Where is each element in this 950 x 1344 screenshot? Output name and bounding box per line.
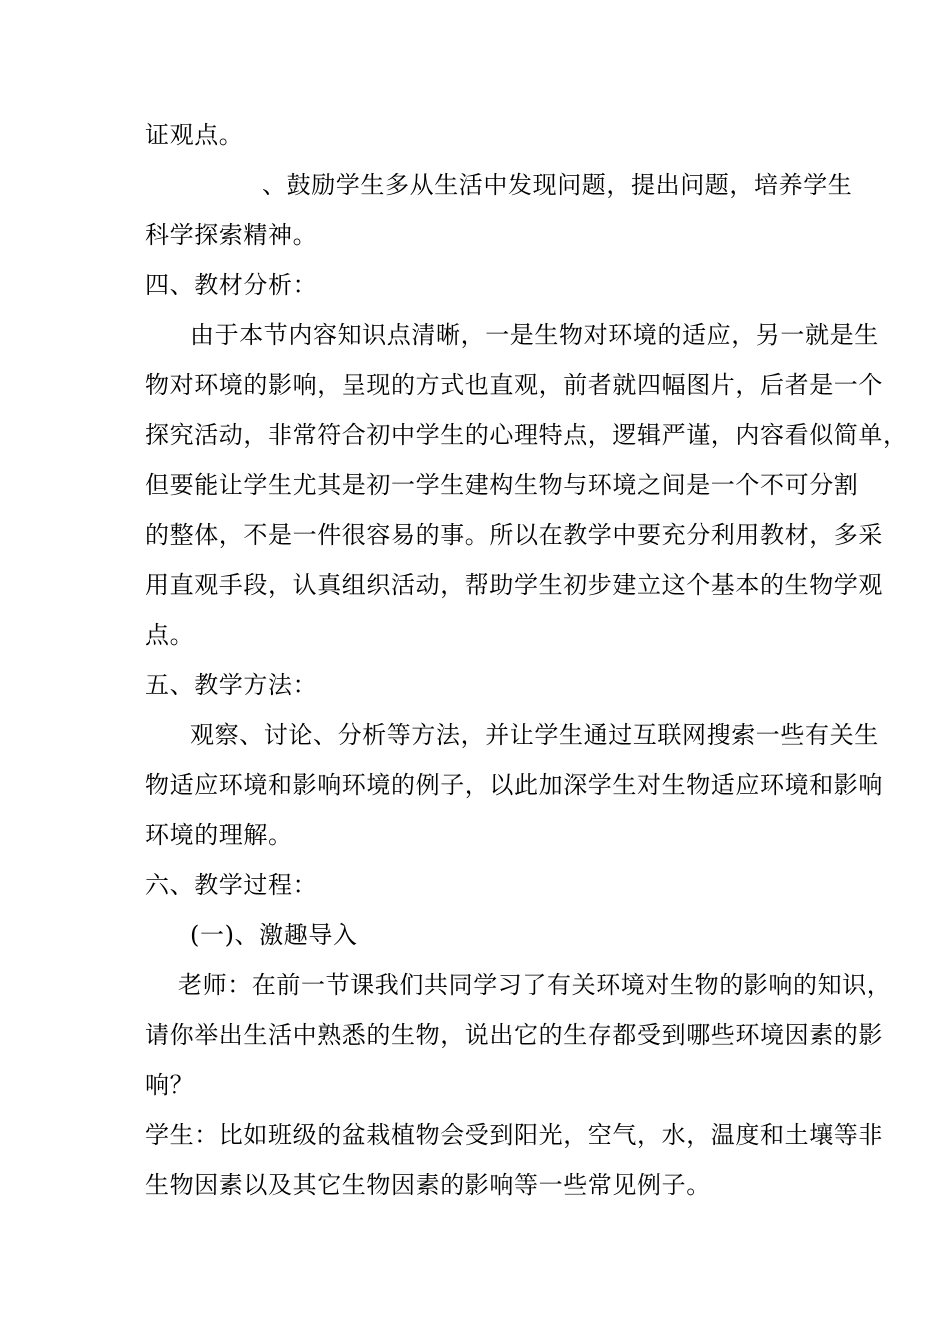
text-line: 物对环境的影响，呈现的方式也直观，前者就四幅图片，后者是一个 <box>145 371 883 399</box>
text-line: 用直观手段，认真组织活动，帮助学生初步建立这个基本的生物学观 <box>145 571 883 599</box>
text-line: 环境的理解。 <box>145 821 293 849</box>
text-line: 但要能让学生尤其是初一学生建构生物与环境之间是一个不可分割 <box>145 471 859 499</box>
section-heading: 四、教材分析： <box>145 271 318 299</box>
text-line: 请你举出生活中熟悉的生物，说出它的生存都受到哪些环境因素的影 <box>145 1021 883 1049</box>
subsection-heading: (一)、激趣导入 <box>190 921 358 949</box>
text-line: 由于本节内容知识点清晰，一是生物对环境的适应，另一就是生 <box>190 321 879 349</box>
section-heading: 六、教学过程： <box>145 871 318 899</box>
text-line: 响？ <box>145 1071 195 1099</box>
text-line: 观察、讨论、分析等方法，并让学生通过互联网搜索一些有关生 <box>190 721 879 749</box>
text-line: 生物因素以及其它生物因素的影响等一些常见例子。 <box>145 1171 711 1199</box>
text-line: 证观点。 <box>145 121 244 149</box>
text-line: 点。 <box>145 621 195 649</box>
text-line: 探究活动，非常符合初中学生的心理特点，逻辑严谨，内容看似简单， <box>145 421 908 449</box>
text-line: 、鼓励学生多从生活中发现问题，提出问题，培养学生 <box>262 171 853 199</box>
text-line: 的整体，不是一件很容易的事。所以在教学中要充分利用教材，多采 <box>145 521 883 549</box>
text-line: 学生：比如班级的盆栽植物会受到阳光，空气，水，温度和土壤等非 <box>145 1121 883 1149</box>
section-heading: 五、教学方法： <box>145 671 318 699</box>
text-line: 物适应环境和影响环境的例子，以此加深学生对生物适应环境和影响 <box>145 771 883 799</box>
text-line: 科学探索精神。 <box>145 221 318 249</box>
text-line: 老师：在前一节课我们共同学习了有关环境对生物的影响的知识， <box>178 971 892 999</box>
